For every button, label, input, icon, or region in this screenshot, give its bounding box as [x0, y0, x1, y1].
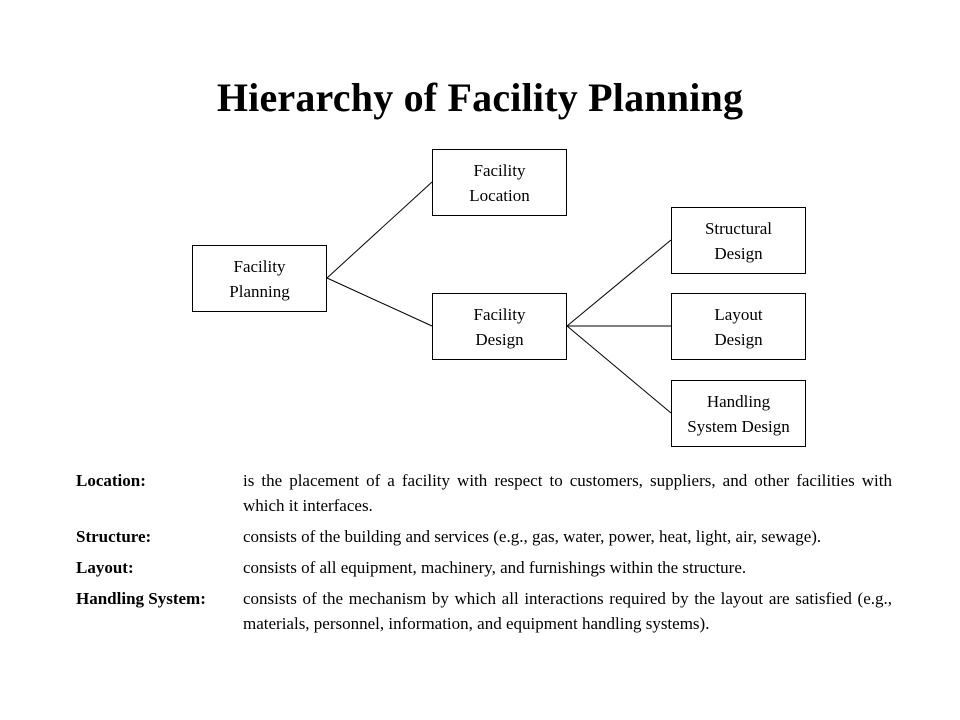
definition-layout [76, 555, 892, 580]
definition-text: consists of the building and services (e.g., gas, water, power, heat, light, air, sewage). [243, 527, 822, 546]
connector-planning-location [327, 182, 432, 278]
page-title: Hierarchy of Facility Planning [216, 75, 744, 120]
definition-structure [76, 524, 892, 549]
definitions-list [76, 468, 892, 642]
definition-location [76, 468, 892, 518]
definition-term: Handling System: [76, 589, 206, 608]
definition-term: Structure: [76, 527, 152, 546]
connector-design-structural [567, 240, 671, 326]
definition-term: Layout: [76, 558, 134, 577]
definition-text: is the placement of a facility with respect to customers, suppliers, and other facilities with which it interfaces. [243, 471, 892, 515]
connector-design-handling [567, 326, 671, 413]
definition-text: consists of the mechanism by which all interactions required by the layout are satisfied (e.g., materials, personnel, information, and equipment handling systems). [243, 589, 892, 633]
node-structural-design: Structural Design [671, 207, 806, 274]
node-layout-design: Layout Design [671, 293, 806, 360]
definition-text: consists of all equipment, machinery, and furnishings within the structure. [243, 558, 747, 577]
node-facility-planning: Facility Planning [192, 245, 327, 312]
definition-handling-system [76, 586, 892, 636]
node-facility-location: Facility Location [432, 149, 567, 216]
node-facility-design: Facility Design [432, 293, 567, 360]
connector-planning-design [327, 278, 432, 326]
node-handling-system-design: Handling System Design [671, 380, 806, 447]
definition-term: Location: [76, 471, 146, 490]
